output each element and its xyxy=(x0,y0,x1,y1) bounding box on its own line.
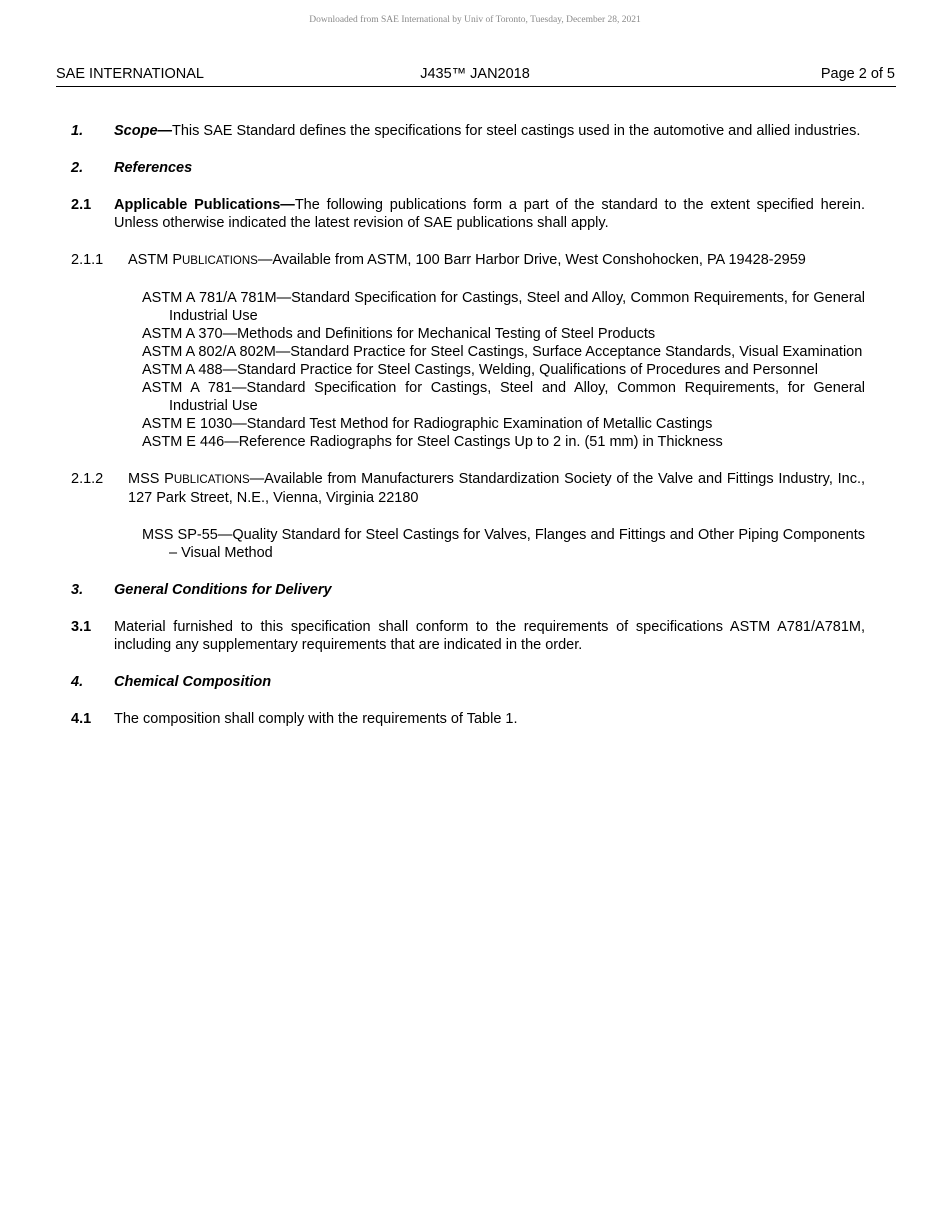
page-header xyxy=(56,66,896,87)
reference-item: ASTM A 781—Standard Specification for Castings, Steel and Alloy, Common Requirements, for General Industrial Use xyxy=(142,380,865,414)
header-org: SAE INTERNATIONAL xyxy=(56,66,204,82)
document-body xyxy=(71,122,865,728)
publisher-name: ASTM xyxy=(128,252,173,268)
publications-label-rest: UBLICATIONS xyxy=(173,474,250,486)
section-text: The following publications form a part of the standard to the extent specified herein. Unless otherwise indicated the latest revision of SAE publications shall apply. xyxy=(114,197,865,231)
reference-item: MSS SP-55—Quality Standard for Steel Castings for Valves, Flanges and Fittings and Other Piping Components – Visual Method xyxy=(142,527,865,561)
download-watermark: Downloaded from SAE International by Univ of Toronto, Tuesday, December 28, 2021 xyxy=(309,15,641,25)
astm-reference-list xyxy=(71,289,865,451)
publications-label-rest: UBLICATIONS xyxy=(181,255,258,267)
section-text: This SAE Standard defines the specifications for steel castings used in the automotive and allied industries. xyxy=(172,123,861,139)
section-title: Chemical Composition xyxy=(114,674,272,690)
publications-label-initial: P xyxy=(172,252,182,268)
section-number: 2. xyxy=(71,160,84,176)
section-title: References xyxy=(114,160,193,176)
publisher-name: MSS xyxy=(128,471,165,487)
mss-reference-list xyxy=(71,526,865,562)
section-2-1-2-mss-publications xyxy=(71,470,865,507)
section-title: Applicable Publications— xyxy=(114,197,295,213)
section-1-scope xyxy=(71,122,865,140)
section-number: 4.1 xyxy=(71,711,92,727)
section-number: 2.1.2 xyxy=(71,471,104,487)
reference-item: ASTM E 446—Reference Radiographs for Steel Castings Up to 2 in. (51 mm) in Thickness xyxy=(142,434,723,450)
section-text: The composition shall comply with the requirements of Table 1. xyxy=(114,711,518,727)
reference-item: ASTM A 488—Standard Practice for Steel Castings, Welding, Qualifications of Procedures and Personnel xyxy=(142,362,818,378)
section-text: Material furnished to this specification shall conform to the requirements of specifications ASTM A781/A781M, including any supplementary requirements that are indicated in the order. xyxy=(114,619,865,653)
section-title: Scope— xyxy=(114,123,173,139)
section-2-references xyxy=(71,159,865,177)
section-number: 2.1 xyxy=(71,197,92,213)
section-4-1 xyxy=(71,710,865,728)
header-doc-id: J435™ JAN2018 xyxy=(420,66,530,82)
section-text: —Available from Manufacturers Standardization Society of the Valve and Fittings Industry, Inc., 127 Park Street, N.E., Vienna, Virginia 22180 xyxy=(128,471,865,506)
section-title: General Conditions for Delivery xyxy=(114,582,332,598)
section-3-1 xyxy=(71,618,865,654)
section-2-1-1-astm-publications xyxy=(71,251,865,270)
publications-label-initial: P xyxy=(164,471,174,487)
section-3-general-conditions xyxy=(71,581,865,599)
section-number: 3. xyxy=(71,582,84,598)
reference-item: ASTM A 802/A 802M—Standard Practice for Steel Castings, Surface Acceptance Standards, Visual Examination xyxy=(142,344,863,360)
header-page-number: Page 2 of 5 xyxy=(820,66,895,82)
section-number: 1. xyxy=(71,123,84,139)
reference-item: ASTM A 781/A 781M—Standard Specification for Castings, Steel and Alloy, Common Requirements, for General Industrial Use xyxy=(142,290,865,324)
section-number: 3.1 xyxy=(71,619,92,635)
section-text: —Available from ASTM, 100 Barr Harbor Drive, West Conshohocken, PA 19428-2959 xyxy=(257,252,806,268)
section-4-chemical-composition xyxy=(71,673,865,691)
reference-item: ASTM A 370—Methods and Definitions for Mechanical Testing of Steel Products xyxy=(142,326,656,342)
section-2-1-applicable-publications xyxy=(71,196,865,232)
reference-item: ASTM E 1030—Standard Test Method for Radiographic Examination of Metallic Castings xyxy=(142,416,713,432)
section-number: 4. xyxy=(71,674,84,690)
section-number: 2.1.1 xyxy=(71,252,104,268)
